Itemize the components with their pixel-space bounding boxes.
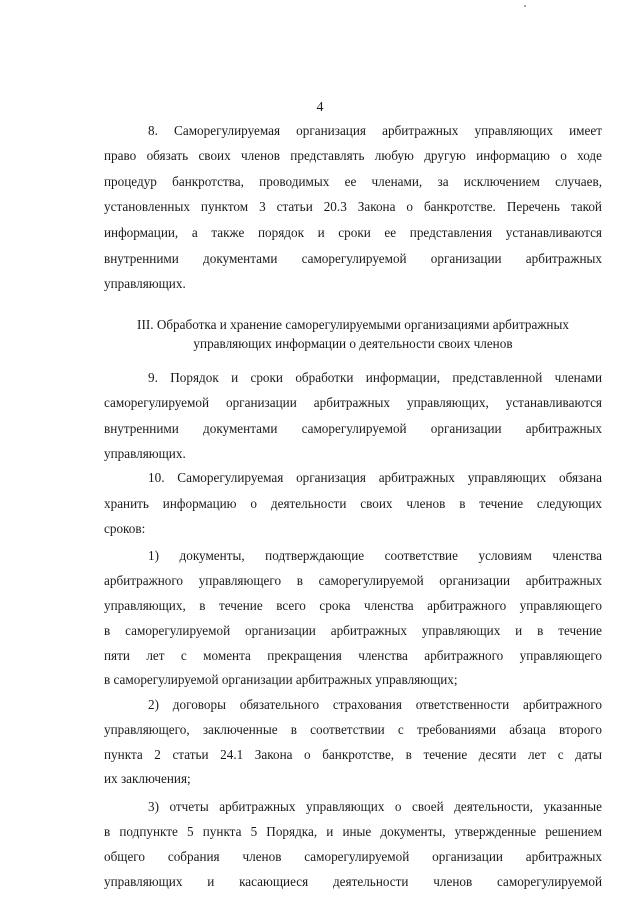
paragraph-8-line: 8. Саморегулируемая организация арбитражных управляющих имеет [148, 123, 602, 138]
item-1-line: 1) документы, подтверждающие соответствие условиям членства [148, 548, 602, 563]
item-1-line: в саморегулируемой организации арбитражных управляющих; [104, 672, 458, 687]
paragraph-9-line: саморегулируемой организации арбитражных управляющих, устанавливаются [104, 395, 602, 410]
paragraph-10-line: 10. Саморегулируемая организация арбитражных управляющих обязана [148, 470, 602, 485]
scan-artifact [524, 5, 526, 7]
item-3-line: управляющих и касающиеся деятельности членов саморегулируемой [104, 874, 602, 889]
paragraph-8-line: управляющих. [104, 276, 186, 291]
item-2-line: управляющего, заключенные в соответствии с требованиями абзаца второго [104, 722, 602, 737]
item-2-line: пункта 2 статьи 24.1 Закона о банкротстве, в течение десяти лет с даты [104, 747, 602, 762]
paragraph-8-line: процедур банкротства, проводимых ее членами, за исключением случаев, [104, 174, 602, 189]
paragraph-9-line: управляющих. [104, 446, 186, 461]
item-3-line: 3) отчеты арбитражных управляющих о своей деятельности, указанные [148, 799, 602, 814]
item-2-line: 2) договоры обязательного страхования ответственности арбитражного [148, 697, 602, 712]
item-1-line: пяти лет с момента прекращения членства арбитражного управляющего [104, 648, 602, 663]
paragraph-8-line: установленных пунктом 3 статьи 20.3 Закона о банкротстве. Перечень такой [104, 199, 602, 214]
item-1-line: управляющих, в течение всего срока членства арбитражного управляющего [104, 598, 602, 613]
paragraph-10-line: хранить информацию о деятельности своих членов в течение следующих [104, 496, 602, 511]
paragraph-10-line: сроков: [104, 521, 146, 536]
paragraph-8-line: информации, а также порядок и сроки ее представления устанавливаются [104, 225, 602, 240]
item-3-line: общего собрания членов саморегулируемой организации арбитражных [104, 849, 602, 864]
paragraph-9-line: 9. Порядок и сроки обработки информации, представленной членами [148, 370, 602, 385]
section-heading: управляющих информации о деятельности своих членов [193, 336, 513, 351]
item-1-line: арбитражного управляющего в саморегулируемой организации арбитражных [104, 573, 602, 588]
item-3-line: в подпункте 5 пункта 5 Порядка, и иные документы, утвержденные решением [104, 824, 602, 839]
item-2-line: их заключения; [104, 771, 191, 786]
paragraph-8-line: право обязать своих членов представлять любую другую информацию о ходе [104, 148, 602, 163]
section-heading: III. Обработка и хранение саморегулируемыми организациями арбитражных [137, 317, 569, 332]
paragraph-9-line: внутренними документами саморегулируемой организации арбитражных [104, 421, 602, 436]
item-1-line: в саморегулируемой организации арбитражных управляющих и в течение [104, 623, 602, 638]
page-number: 4 [316, 100, 324, 115]
paragraph-8-line: внутренними документами саморегулируемой организации арбитражных [104, 251, 602, 266]
